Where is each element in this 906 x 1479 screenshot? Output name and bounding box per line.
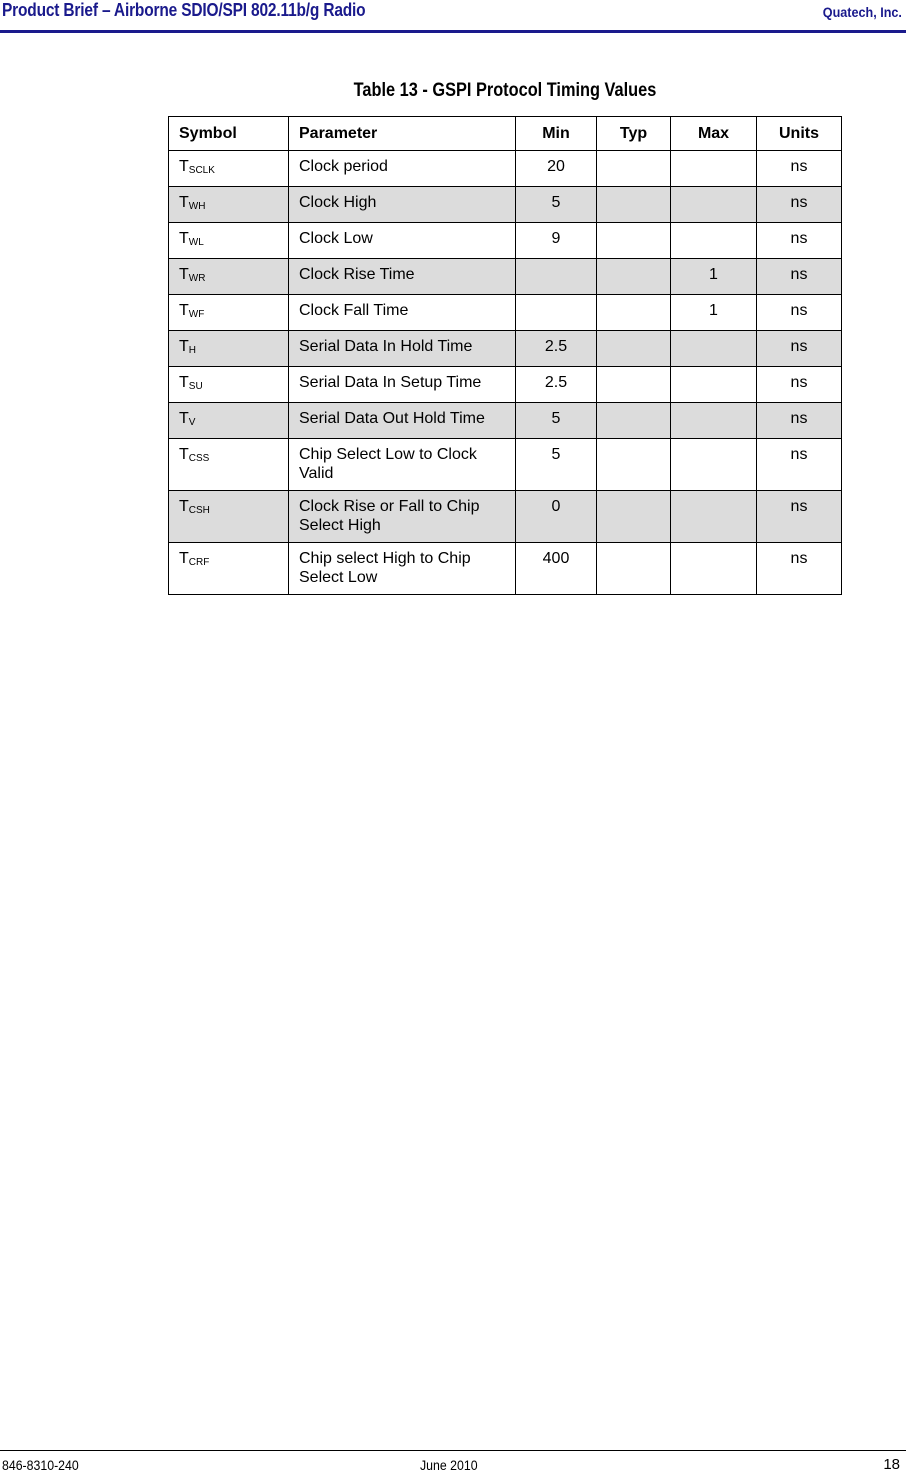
cell-symbol [169,491,289,543]
cell-max [671,367,757,403]
cell-parameter: Chip select High to Chip Select Low [289,543,516,595]
document-date: June 2010 [420,1457,478,1473]
cell-typ [597,331,671,367]
column-header-units: Units [757,117,842,151]
symbol-base: T [179,338,189,355]
table-row [169,187,842,223]
cell-min [516,295,597,331]
cell-units: ns [757,187,842,223]
cell-min: 5 [516,439,597,491]
column-header-parameter: Parameter [289,117,516,151]
cell-min: 0 [516,491,597,543]
cell-parameter: Clock High [289,187,516,223]
cell-symbol [169,295,289,331]
cell-typ [597,543,671,595]
cell-min: 5 [516,187,597,223]
cell-min: 2.5 [516,331,597,367]
table-row [169,151,842,187]
cell-parameter: Clock period [289,151,516,187]
cell-typ [597,491,671,543]
cell-max [671,543,757,595]
cell-symbol [169,403,289,439]
table-row [169,367,842,403]
cell-parameter: Clock Low [289,223,516,259]
cell-parameter: Serial Data In Setup Time [289,367,516,403]
cell-units: ns [757,295,842,331]
cell-parameter: Clock Rise Time [289,259,516,295]
page-header [0,0,906,33]
symbol-base: T [179,498,189,515]
cell-units: ns [757,543,842,595]
cell-parameter: Clock Rise or Fall to Chip Select High [289,491,516,543]
cell-typ [597,403,671,439]
cell-max [671,187,757,223]
symbol-base: T [179,374,189,391]
cell-typ [597,223,671,259]
cell-units: ns [757,151,842,187]
cell-units: ns [757,367,842,403]
cell-min: 9 [516,223,597,259]
column-header-min: Min [516,117,597,151]
page-number: 18 [883,1456,900,1473]
cell-typ [597,439,671,491]
document-title: Product Brief – Airborne SDIO/SPI 802.11b/g Radio [2,0,366,20]
cell-units: ns [757,259,842,295]
timing-table-body [169,151,842,595]
cell-units: ns [757,331,842,367]
company-name: Quatech, Inc. [822,4,902,20]
cell-symbol [169,187,289,223]
table-row [169,491,842,543]
cell-min: 5 [516,403,597,439]
cell-parameter: Chip Select Low to Clock Valid [289,439,516,491]
cell-units: ns [757,403,842,439]
cell-typ [597,151,671,187]
symbol-base: T [179,550,189,567]
cell-typ [597,259,671,295]
cell-symbol [169,151,289,187]
cell-min [516,259,597,295]
cell-min: 400 [516,543,597,595]
symbol-base: T [179,266,189,283]
table-caption: Table 13 - GSPI Protocol Timing Values [353,80,657,101]
symbol-subscript: CRF [188,557,210,568]
symbol-subscript: SU [188,381,203,392]
cell-max: 1 [671,295,757,331]
cell-symbol [169,331,289,367]
cell-typ [597,187,671,223]
table-header-row [169,117,842,151]
cell-symbol [169,439,289,491]
column-header-typ: Typ [597,117,671,151]
cell-max [671,151,757,187]
cell-parameter: Serial Data In Hold Time [289,331,516,367]
cell-units: ns [757,439,842,491]
symbol-subscript: CSH [188,505,210,516]
symbol-base: T [179,158,189,175]
cell-units: ns [757,491,842,543]
cell-parameter: Serial Data Out Hold Time [289,403,516,439]
cell-max [671,439,757,491]
cell-max [671,331,757,367]
cell-typ [597,367,671,403]
symbol-base: T [179,194,189,211]
table-row [169,403,842,439]
symbol-base: T [179,410,189,427]
symbol-subscript: CSS [188,453,210,464]
symbol-base: T [179,302,189,319]
cell-min: 20 [516,151,597,187]
cell-max: 1 [671,259,757,295]
symbol-subscript: V [188,417,196,428]
table-row [169,259,842,295]
column-header-max: Max [671,117,757,151]
symbol-subscript: WF [188,309,205,320]
symbol-base: T [179,230,189,247]
table-row [169,543,842,595]
timing-table [168,116,842,595]
symbol-subscript: H [188,345,197,356]
column-header-symbol: Symbol [169,117,289,151]
cell-max [671,491,757,543]
cell-typ [597,295,671,331]
cell-parameter: Clock Fall Time [289,295,516,331]
table-row [169,439,842,491]
cell-symbol [169,543,289,595]
cell-symbol [169,259,289,295]
cell-symbol [169,223,289,259]
symbol-base: T [179,446,189,463]
symbol-subscript: WH [188,201,206,212]
cell-units: ns [757,223,842,259]
table-row [169,295,842,331]
cell-max [671,223,757,259]
cell-min: 2.5 [516,367,597,403]
table-row [169,223,842,259]
symbol-subscript: WR [188,273,206,284]
symbol-subscript: WL [188,237,204,248]
symbol-subscript: SCLK [188,165,215,176]
cell-symbol [169,367,289,403]
cell-max [671,403,757,439]
document-number: 846-8310-240 [2,1457,79,1473]
table-row [169,331,842,367]
footer-divider [0,1450,906,1451]
